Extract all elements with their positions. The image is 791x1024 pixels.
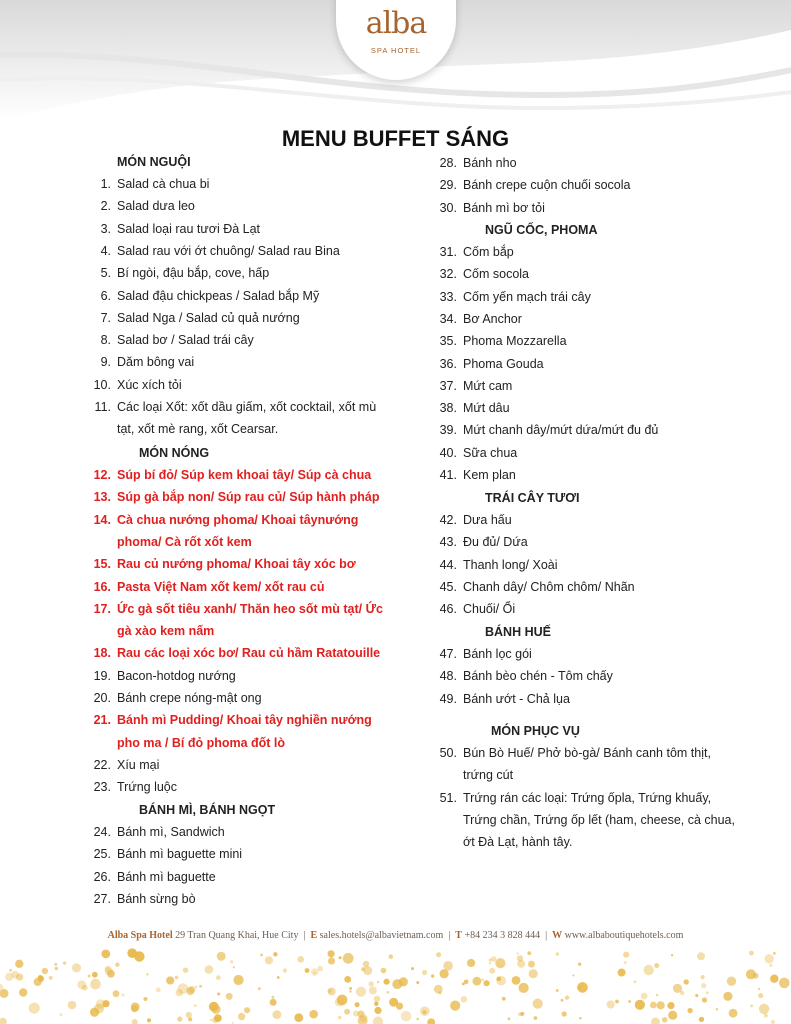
item-number: 17.	[93, 601, 111, 616]
item-text: Sữa chua	[463, 445, 518, 460]
item-text: Chuối/ Ổi	[463, 602, 516, 617]
list-item	[93, 691, 262, 705]
item-text-continued: phoma/ Cà rốt xốt kem	[117, 534, 252, 549]
list-item	[93, 579, 325, 594]
footer-tel-label: T	[455, 930, 462, 941]
footer-brand: Alba Spa Hotel	[107, 930, 173, 941]
item-text: Chanh dây/ Chôm chôm/ Nhãn	[463, 579, 635, 594]
list-item	[439, 423, 659, 438]
item-text: Bơ Anchor	[463, 311, 522, 326]
item-number: 44.	[439, 557, 457, 572]
item-number: 36.	[439, 356, 457, 371]
item-text: Bánh bèo chén - Tôm chấy	[463, 669, 613, 684]
item-text: Bánh ướt - Chả lụa	[463, 691, 570, 706]
list-item	[100, 243, 340, 258]
item-text: Phoma Gouda	[463, 356, 544, 371]
section-heading-fruit: TRÁI CÂY TƯƠI	[485, 491, 580, 505]
item-number: 2.	[100, 199, 111, 214]
item-number: 51.	[439, 790, 457, 805]
item-text: Mứt cam	[463, 378, 513, 393]
list-item	[439, 647, 532, 661]
item-text: Trứng rán các loại: Trứng ốpla, Trứng khuấy,	[463, 790, 712, 805]
item-text: Xúc xích tỏi	[117, 377, 182, 392]
item-number: 29.	[439, 178, 457, 193]
logo-wordmark: alba	[365, 6, 427, 41]
list-item	[439, 513, 512, 527]
list-item	[439, 790, 712, 805]
list-item	[439, 579, 635, 594]
item-text: Bánh mì, Sandwich	[117, 825, 225, 839]
item-text: Bánh mì baguette	[117, 869, 216, 884]
item-number: 14.	[93, 512, 111, 527]
list-item	[439, 557, 558, 572]
list-item	[100, 221, 261, 236]
list-item	[439, 445, 518, 460]
item-number: 9.	[100, 355, 111, 370]
item-number: 4.	[100, 243, 111, 258]
item-number: 28.	[439, 156, 457, 170]
item-text: Salad bơ / Salad trái cây	[117, 333, 254, 348]
item-number: 42.	[439, 513, 457, 527]
item-number: 16.	[93, 579, 111, 594]
list-item	[93, 490, 380, 505]
item-number: 7.	[100, 310, 111, 325]
item-number: 6.	[100, 288, 111, 303]
item-number: 49.	[439, 691, 457, 706]
item-text: Bánh lọc gói	[463, 647, 532, 661]
item-number: 23.	[93, 780, 111, 795]
item-text: Salad dưa leo	[117, 199, 195, 214]
item-text: Salad cà chua bi	[117, 177, 210, 191]
item-text: Trứng luộc	[117, 780, 178, 795]
item-number: 48.	[439, 669, 457, 684]
list-item	[93, 780, 178, 795]
list-item	[439, 178, 631, 193]
item-text: Bánh mì baguette mini	[117, 847, 243, 862]
item-text: Các loại Xốt: xốt dầu giấm, xốt cocktail, xốt mù	[117, 400, 377, 414]
item-text: Phoma Mozzarella	[463, 334, 567, 349]
item-number: 47.	[439, 647, 457, 661]
item-text: Pasta Việt Nam xốt kem/ xốt rau củ	[117, 579, 325, 594]
list-item	[93, 869, 216, 884]
item-text: Xíu mại	[117, 757, 160, 772]
item-number: 35.	[439, 334, 457, 349]
item-number: 25.	[93, 847, 111, 862]
footer-contact: Alba Spa Hotel 29 Tran Quang Khai, Hue City | E sales.hotels@albavietnam.com | T +84 234 3 828 444 | W www.albaboutiquehotels.com	[107, 930, 684, 941]
item-number: 31.	[439, 245, 457, 259]
item-text: Bánh mì Pudding/ Khoai tây nghiền nướng	[117, 713, 372, 728]
footer-email: sales.hotels@albavietnam.com	[319, 930, 444, 941]
page-title: MENU BUFFET SÁNG	[281, 126, 510, 151]
item-text: Salad đậu chickpeas / Salad bắp Mỹ	[117, 288, 320, 303]
item-number: 46.	[439, 602, 457, 617]
item-text: Bánh mì bơ tỏi	[463, 200, 545, 215]
list-item	[439, 356, 544, 371]
list-item	[439, 245, 514, 259]
item-number: 33.	[439, 289, 457, 304]
item-number: 32.	[439, 267, 457, 282]
item-text: Cốm socola	[463, 267, 529, 282]
item-number: 43.	[439, 535, 457, 550]
section-heading-served: MÓN PHỤC VỤ	[491, 724, 580, 738]
item-number: 27.	[93, 891, 111, 906]
item-text: Ức gà sốt tiêu xanh/ Thăn heo sốt mù tạt/ Ức	[117, 601, 383, 616]
list-item	[439, 468, 516, 482]
list-item	[439, 267, 529, 282]
list-item	[439, 602, 516, 617]
footer-tel: +84 234 3 828 444	[464, 930, 541, 941]
list-item	[93, 757, 160, 772]
section-heading-cold: MÓN NGUỘI	[117, 155, 191, 169]
list-item	[439, 746, 711, 760]
footer-web: www.albaboutiquehotels.com	[564, 930, 684, 941]
item-text: Bánh sừng bò	[117, 891, 196, 906]
item-number: 1.	[100, 177, 111, 191]
item-text-continued: ớt Đà Lạt, hành tây.	[463, 835, 573, 850]
item-number: 22.	[93, 757, 111, 772]
list-item	[93, 713, 372, 728]
item-number: 50.	[439, 746, 457, 760]
item-number: 18.	[93, 646, 111, 661]
item-text: Súp bí đỏ/ Súp kem khoai tây/ Súp cà chua	[117, 468, 372, 482]
list-item	[100, 310, 300, 325]
list-item	[100, 333, 254, 348]
decorative-dots-band	[0, 945, 791, 1024]
item-text: Rau các loại xóc bơ/ Rau củ hầm Ratatouille	[117, 646, 381, 661]
item-text: Cốm bắp	[463, 245, 514, 259]
item-number: 38.	[439, 401, 457, 416]
item-number: 10.	[93, 377, 111, 392]
list-item	[100, 177, 210, 191]
list-item	[100, 266, 270, 281]
item-number: 40.	[439, 445, 457, 460]
item-text-continued: Trứng chần, Trứng ốp lết (ham, cheese, cà chua,	[463, 812, 735, 827]
list-item	[93, 601, 383, 616]
list-item	[439, 156, 517, 170]
item-text: Bánh crepe cuộn chuối socola	[463, 178, 631, 193]
item-text-continued: tạt, xốt mè rang, xốt Cearsar.	[117, 422, 279, 437]
item-number: 19.	[93, 668, 111, 683]
item-text: Cà chua nướng phoma/ Khoai tâynướng	[117, 512, 359, 527]
list-item	[93, 668, 236, 683]
list-item	[439, 378, 513, 393]
list-item	[100, 199, 195, 214]
item-text: Súp gà bắp non/ Súp rau củ/ Súp hành pháp	[117, 490, 380, 505]
item-text: Đu đủ/ Dứa	[463, 535, 528, 550]
item-number: 30.	[439, 200, 457, 215]
section-heading-cereal: NGŨ CỐC, PHOMA	[485, 223, 598, 237]
list-item	[439, 311, 522, 326]
item-text: Bún Bò Huế/ Phở bò-gà/ Bánh canh tôm thịt,	[463, 746, 711, 760]
item-number: 45.	[439, 579, 457, 594]
item-text-continued: gà xào kem nấm	[117, 624, 215, 639]
list-item	[100, 355, 195, 370]
item-text: Mứt dâu	[463, 401, 510, 416]
item-number: 39.	[439, 423, 457, 438]
item-text: Kem plan	[463, 468, 516, 482]
item-text: Dăm bông vai	[117, 355, 195, 370]
footer-address: 29 Tran Quang Khai, Hue City	[175, 930, 299, 941]
item-number: 41.	[439, 468, 457, 482]
list-item	[93, 468, 372, 482]
list-item	[100, 288, 320, 303]
item-text: Bí ngòi, đậu bắp, cove, hấp	[117, 266, 270, 281]
footer-web-label: W	[552, 930, 563, 941]
item-number: 12.	[93, 468, 111, 482]
list-item	[439, 669, 613, 684]
list-item	[439, 200, 545, 215]
list-item	[439, 289, 591, 304]
item-text: Salad rau với ớt chuông/ Salad rau Bina	[117, 243, 340, 258]
item-text-continued: pho ma / Bí đỏ phoma đốt lò	[117, 735, 286, 750]
item-text: Rau củ nướng phoma/ Khoai tây xóc bơ	[117, 557, 356, 572]
item-text: Mứt chanh dây/mứt dứa/mứt đu đủ	[463, 423, 659, 438]
list-item	[93, 512, 359, 527]
item-number: 3.	[100, 221, 111, 236]
list-item	[93, 377, 182, 392]
item-number: 20.	[93, 691, 111, 705]
item-number: 5.	[100, 266, 111, 281]
item-number: 8.	[100, 333, 111, 348]
section-heading-hue-cakes: BÁNH HUẾ	[485, 625, 551, 639]
list-item	[94, 400, 377, 414]
item-number: 37.	[439, 378, 457, 393]
list-item	[93, 847, 243, 862]
list-item	[439, 535, 528, 550]
item-text: Salad Nga / Salad củ quả nướng	[117, 310, 300, 325]
logo-subtitle: SPA HOTEL	[370, 46, 422, 55]
item-text: Bánh crepe nóng-mật ong	[117, 691, 262, 705]
item-number: 26.	[93, 869, 111, 884]
list-item	[439, 401, 510, 416]
item-number: 24.	[93, 825, 111, 839]
footer-email-label: E	[310, 930, 318, 941]
item-number: 13.	[93, 490, 111, 505]
item-text: Bacon-hotdog nướng	[117, 668, 236, 683]
list-item	[93, 557, 356, 572]
list-item	[439, 334, 567, 349]
item-number: 15.	[93, 557, 111, 572]
list-item	[93, 646, 381, 661]
item-number: 21.	[93, 713, 111, 728]
item-text: Dưa hấu	[463, 513, 512, 527]
item-text: Bánh nho	[463, 156, 517, 170]
list-item	[439, 691, 570, 706]
item-text: Salad loại rau tươi Đà Lạt	[117, 221, 261, 236]
list-item	[93, 825, 225, 839]
section-heading-bread: BÁNH MÌ, BÁNH NGỌT	[139, 803, 276, 817]
item-number: 34.	[439, 311, 457, 326]
item-text: Cốm yến mạch trái cây	[463, 289, 591, 304]
list-item	[93, 891, 196, 906]
item-number: 11.	[94, 400, 111, 414]
item-text-continued: trứng cút	[463, 768, 514, 783]
item-text: Thanh long/ Xoài	[463, 557, 558, 572]
section-heading-hot: MÓN NÓNG	[139, 446, 210, 460]
